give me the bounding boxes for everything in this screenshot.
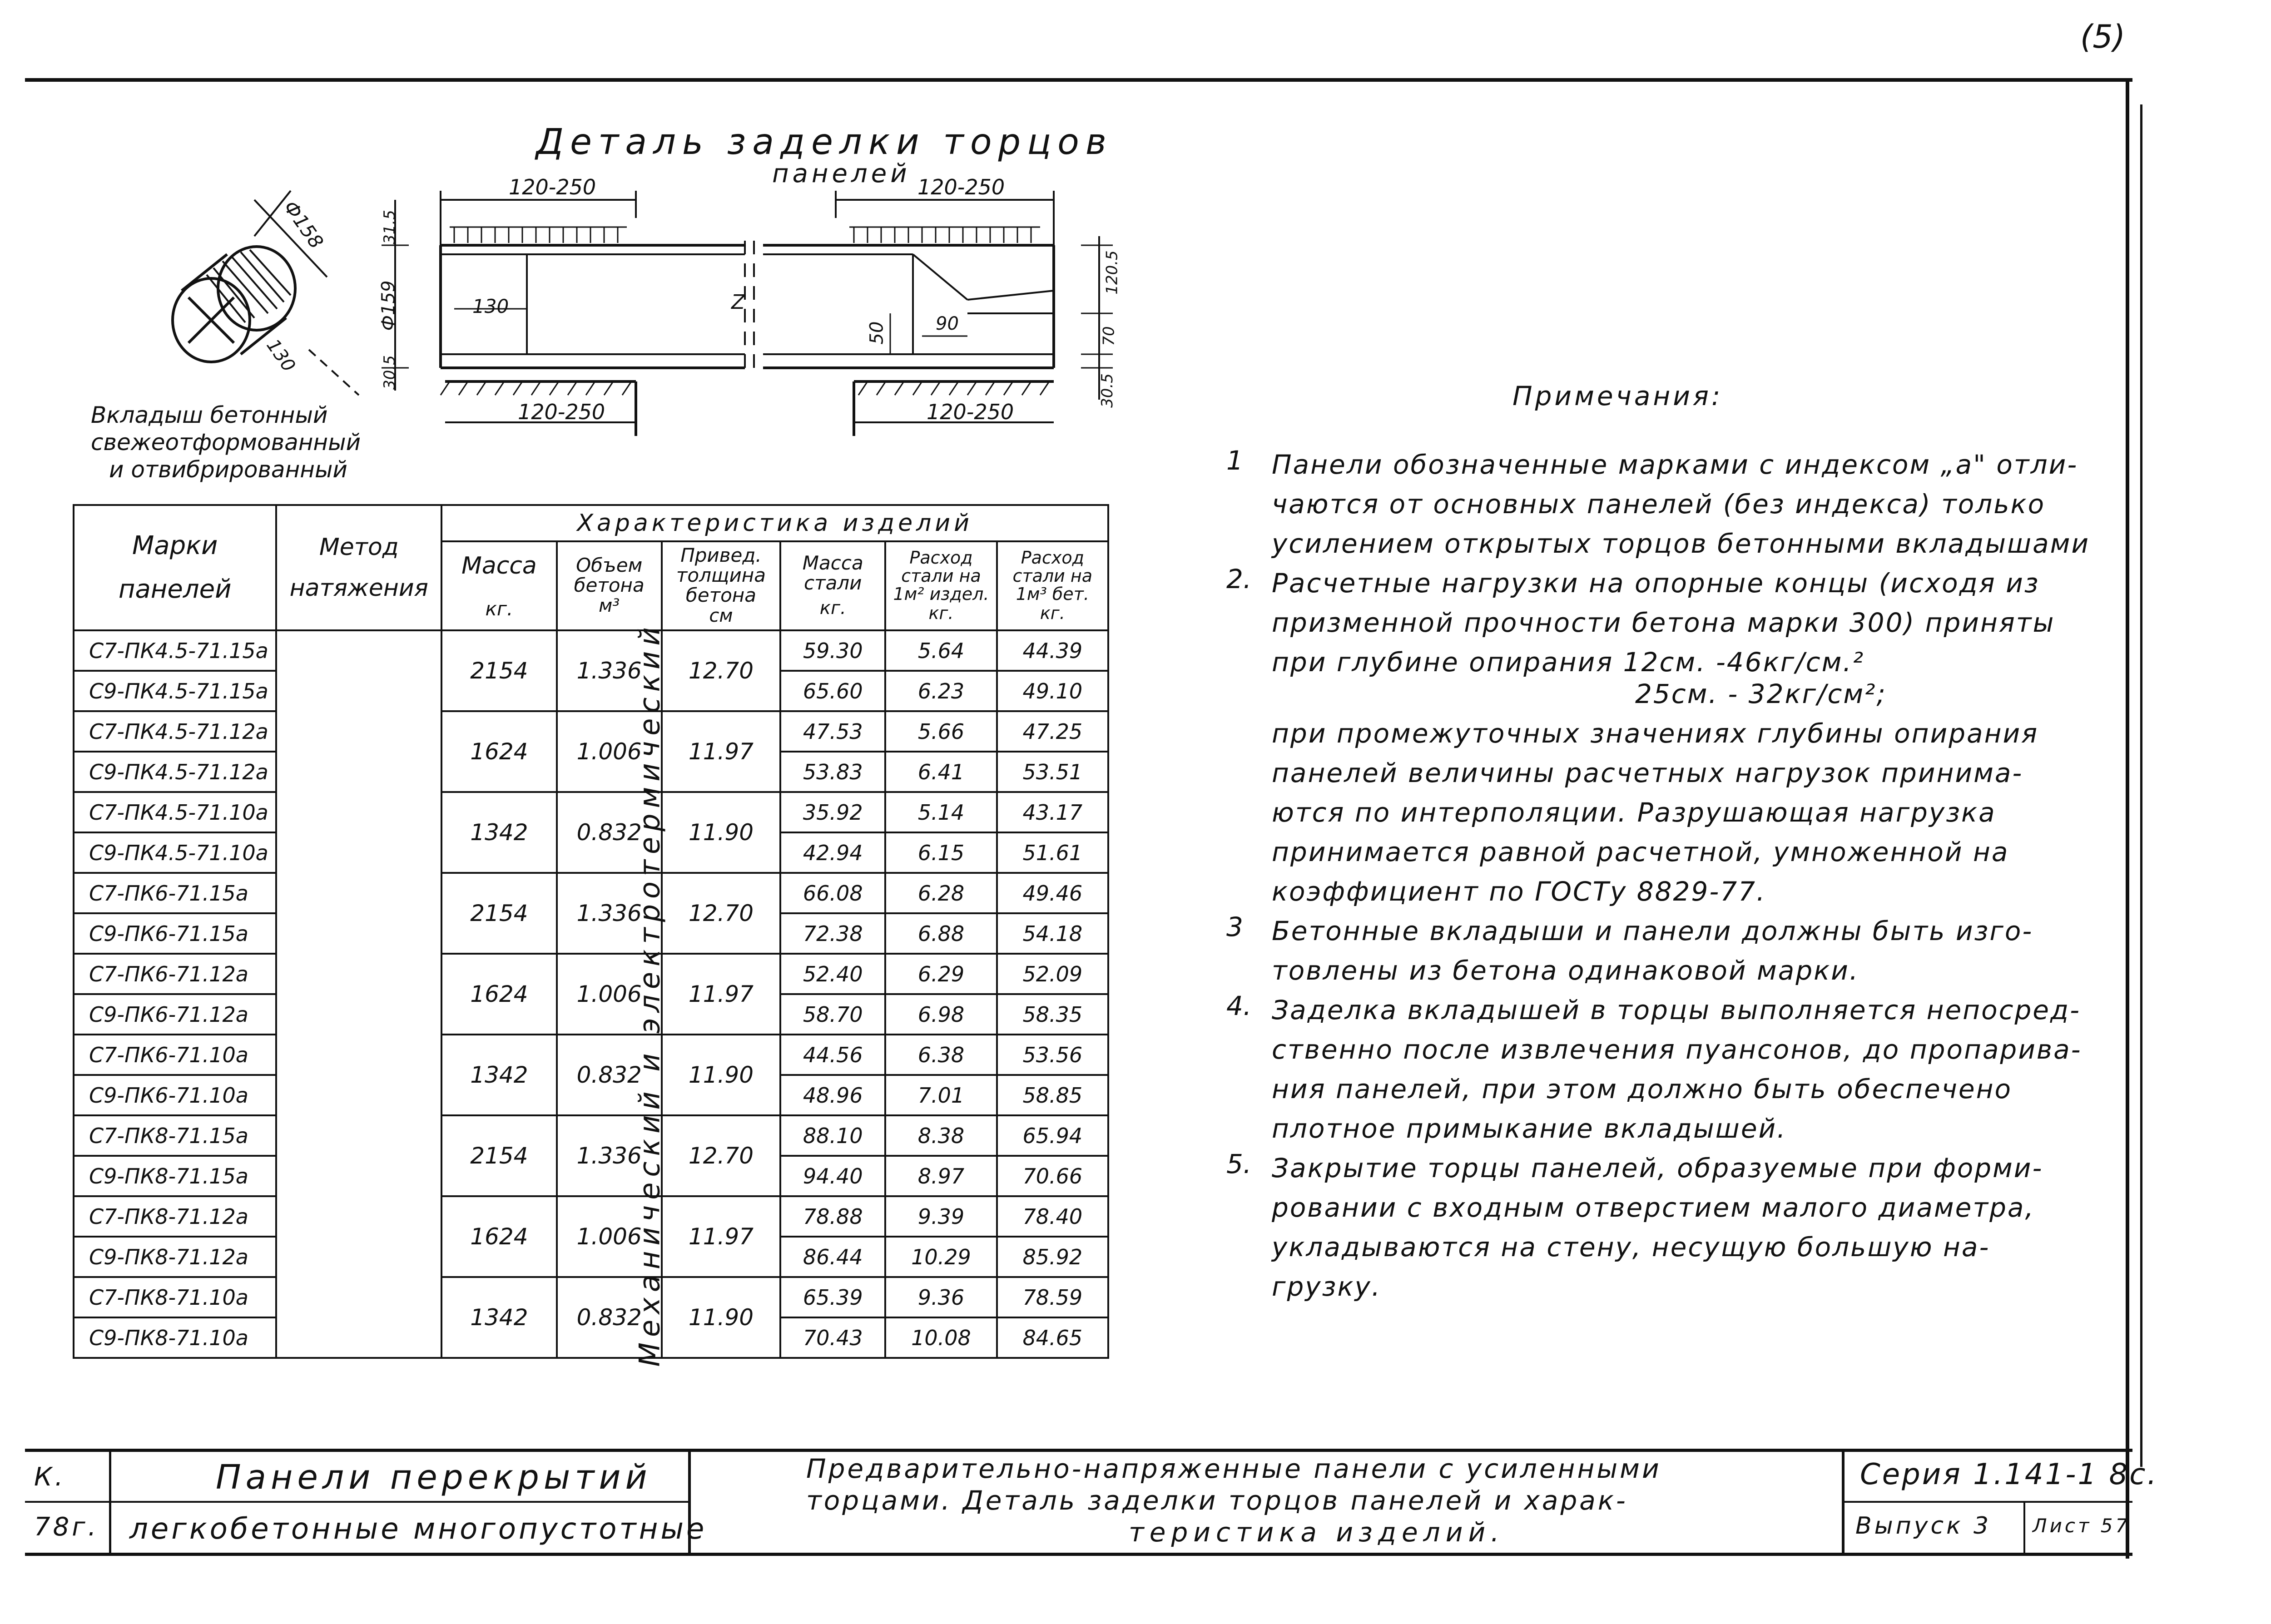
tb-left-bottom: 78г. [34, 1512, 99, 1542]
cell-thickness: 11.97 [662, 711, 780, 792]
note-line: Закрытие торцы панелей, образуемые при форми- [1272, 1153, 2043, 1183]
cell-volume: 1.336 [557, 630, 662, 711]
cell-mark: С9-ПК6-71.15а [74, 913, 276, 954]
insert-caption-3: и отвибрированный [109, 456, 347, 483]
cell-mark: С9-ПК6-71.12а [74, 994, 276, 1035]
cell-steel-m2: 6.88 [885, 913, 997, 954]
cell-steel-mass: 94.40 [780, 1156, 885, 1196]
cell-steel-m2: 6.29 [885, 954, 997, 994]
cell-steel-m2: 9.39 [885, 1196, 997, 1237]
cell-method: Механический и электротермический [276, 630, 441, 1358]
tb-desc-line2: торцами. Деталь заделки торцов панелей и харак- [806, 1485, 1628, 1516]
detail-title: Деталь заделки торцов [536, 122, 1113, 163]
dim-130-panel: 130 [472, 295, 509, 317]
cell-steel-mass: 88.10 [780, 1115, 885, 1156]
tb-name-line2: легкобетонные многопустотные [129, 1512, 707, 1546]
cell-thickness: 11.90 [662, 792, 780, 873]
cell-steel-m2: 8.97 [885, 1156, 997, 1196]
cell-mark: С9-ПК4.5-71.15а [74, 671, 276, 711]
detail-title-line2: панелей [772, 159, 911, 188]
cell-mass: 1624 [441, 711, 556, 792]
cell-volume: 1.336 [557, 1115, 662, 1196]
cell-steel-mass: 44.56 [780, 1035, 885, 1075]
cell-steel-m3: 51.61 [997, 832, 1108, 873]
table-row [74, 1196, 1108, 1237]
table-row [74, 873, 1108, 913]
table-row [74, 1277, 1108, 1317]
note-line: при промежуточных значениях глубины опирания [1272, 718, 2039, 749]
cell-steel-mass: 72.38 [780, 913, 885, 954]
dim-d159: Ф159 [378, 280, 399, 331]
cell-steel-m2: 8.38 [885, 1115, 997, 1156]
note-line: укладываются на стену, несущую большую на- [1272, 1232, 1990, 1263]
spec-table [73, 504, 1109, 1367]
cell-mass: 1342 [441, 792, 556, 873]
cell-thickness: 11.90 [662, 1035, 780, 1115]
cell-mass: 1624 [441, 1196, 556, 1277]
insert-caption-2: свежеотформованный [91, 429, 361, 456]
header-mass: Масса кг. [441, 541, 556, 630]
note-number: 4. [1226, 990, 1252, 1021]
cell-steel-mass: 78.88 [780, 1196, 885, 1237]
note-line: принимается равной расчетной, умноженной на [1272, 837, 2009, 867]
notes-heading: Примечания: [1512, 381, 1723, 411]
dim-130-insert: 130 [262, 335, 299, 376]
note-line: ния панелей, при этом должно быть обеспечено [1272, 1074, 2013, 1104]
cell-steel-mass: 86.44 [780, 1237, 885, 1277]
tb-desc-line1: Предварительно-напряженные панели с усиленными [806, 1453, 1661, 1484]
note-line: плотное примыкание вкладышей. [1272, 1113, 1787, 1144]
cell-mark: С7-ПК8-71.15а [74, 1115, 276, 1156]
header-method: Метод натяжения [276, 505, 441, 630]
note-line: товлены из бетона одинаковой марки. [1272, 955, 1859, 986]
cell-mark: С9-ПК4.5-71.10а [74, 832, 276, 873]
cell-steel-m3: 85.92 [997, 1237, 1108, 1277]
note-line: панелей величины расчетных нагрузок принима- [1272, 758, 2023, 788]
cell-mark: С7-ПК8-71.10а [74, 1277, 276, 1317]
cell-steel-m3: 54.18 [997, 913, 1108, 954]
note-line: усилением открытых торцов бетонными вкладышами [1272, 528, 2090, 559]
note-line: при глубине опирания 12см. -46кг/см.² [1272, 647, 1865, 678]
cell-steel-m3: 49.10 [997, 671, 1108, 711]
cell-steel-mass: 65.39 [780, 1277, 885, 1317]
cell-steel-m3: 52.09 [997, 954, 1108, 994]
header-steel-m3: Расход стали на 1м³ бет. кг. [997, 541, 1108, 630]
note-line: чаются от основных панелей (без индекса) только [1272, 489, 2046, 520]
note-line: Панели обозначенные марками с индексом „а" отли- [1272, 449, 2078, 480]
dim-top-left: 120-250 [509, 175, 596, 199]
header-group: Характеристика изделий [441, 505, 1108, 541]
header-thickness: Привед. толщина бетона см [662, 541, 780, 630]
dim-bottom-left: 120-250 [518, 400, 605, 424]
cell-mass: 1342 [441, 1277, 556, 1358]
cell-thickness: 12.70 [662, 873, 780, 954]
table-row [74, 1115, 1108, 1156]
cell-steel-m3: 44.39 [997, 630, 1108, 671]
cell-mark: С9-ПК8-71.12а [74, 1237, 276, 1277]
cell-mark: С9-ПК4.5-71.12а [74, 752, 276, 792]
note-line: призменной прочности бетона марки 300) приняты [1272, 607, 2055, 638]
cell-steel-m2: 6.98 [885, 994, 997, 1035]
note-line: Расчетные нагрузки на опорные концы (исходя из [1272, 568, 2040, 599]
tb-left-top: К. [34, 1462, 66, 1492]
break-mark-label: Z [731, 291, 745, 314]
tb-desc-line3: теристика изделий. [1129, 1517, 1505, 1548]
cell-steel-m3: 47.25 [997, 711, 1108, 752]
note-line: ственно после извлечения пуансонов, до пропарива- [1272, 1034, 2082, 1065]
table-row [74, 711, 1108, 752]
cell-steel-mass: 48.96 [780, 1075, 885, 1115]
tb-issue: Выпуск 3 [1855, 1512, 1992, 1540]
note-number: 3 [1226, 911, 1243, 942]
frame-right-line [2126, 78, 2129, 1559]
cell-mark: С9-ПК6-71.10а [74, 1075, 276, 1115]
table-row [74, 954, 1108, 994]
dim-30-5-left: 30.5 [380, 355, 399, 390]
frame-right-inner-line [2140, 104, 2142, 1467]
cell-steel-mass: 66.08 [780, 873, 885, 913]
note-line: 25см. - 32кг/см²; [1635, 678, 1887, 709]
cell-steel-m2: 6.38 [885, 1035, 997, 1075]
cell-steel-m3: 53.56 [997, 1035, 1108, 1075]
cell-volume: 0.832 [557, 1035, 662, 1115]
cell-steel-m3: 53.51 [997, 752, 1108, 792]
cell-steel-m2: 6.28 [885, 873, 997, 913]
cell-mass: 2154 [441, 630, 556, 711]
cell-steel-mass: 70.43 [780, 1317, 885, 1358]
note-number: 2. [1226, 564, 1252, 594]
cell-mark: С7-ПК8-71.12а [74, 1196, 276, 1237]
cell-mark: С7-ПК6-71.10а [74, 1035, 276, 1075]
cell-mark: С7-ПК6-71.12а [74, 954, 276, 994]
cell-steel-m2: 9.36 [885, 1277, 997, 1317]
title-block [25, 1449, 2158, 1556]
dim-31-5: 31.5 [380, 210, 399, 244]
cell-steel-m3: 78.40 [997, 1196, 1108, 1237]
cell-volume: 1.006 [557, 711, 662, 792]
cell-steel-m3: 65.94 [997, 1115, 1108, 1156]
cell-mark: С9-ПК8-71.15а [74, 1156, 276, 1196]
dim-d158: Ф158 [279, 196, 328, 253]
note-number: 5. [1226, 1149, 1252, 1179]
tb-series: Серия 1.141-1 8с. [1860, 1458, 2158, 1491]
cell-volume: 1.336 [557, 873, 662, 954]
cell-mass: 2154 [441, 873, 556, 954]
note-line: ются по интерполяции. Разрушающая нагрузка [1272, 797, 1996, 828]
cell-steel-mass: 42.94 [780, 832, 885, 873]
cell-thickness: 11.97 [662, 954, 780, 1035]
cell-steel-m2: 10.29 [885, 1237, 997, 1277]
cell-steel-m3: 70.66 [997, 1156, 1108, 1196]
cell-steel-m3: 58.85 [997, 1075, 1108, 1115]
cell-volume: 1.006 [557, 1196, 662, 1277]
dim-bottom-right: 120-250 [927, 400, 1014, 424]
table-row [74, 630, 1108, 671]
cell-volume: 1.006 [557, 954, 662, 1035]
note-line: ровании с входным отверстием малого диаметра, [1272, 1192, 2035, 1223]
cell-steel-m2: 5.14 [885, 792, 997, 832]
insert-caption-1: Вкладыш бетонный [91, 402, 328, 428]
note-line: коэффициент по ГОСТу 8829-77. [1272, 876, 1766, 907]
cell-steel-m2: 5.64 [885, 630, 997, 671]
header-steel-m2: Расход стали на 1м² издел. кг. [885, 541, 997, 630]
cell-steel-m2: 6.15 [885, 832, 997, 873]
cell-steel-mass: 59.30 [780, 630, 885, 671]
cell-steel-mass: 52.40 [780, 954, 885, 994]
cell-mass: 2154 [441, 1115, 556, 1196]
cell-thickness: 12.70 [662, 630, 780, 711]
note-number: 1 [1226, 445, 1243, 476]
cell-steel-m3: 43.17 [997, 792, 1108, 832]
cell-steel-mass: 58.70 [780, 994, 885, 1035]
cell-mark: С7-ПК4.5-71.15а [74, 630, 276, 671]
cell-steel-m3: 78.59 [997, 1277, 1108, 1317]
dim-top-right: 120-250 [917, 175, 1005, 199]
dim-50: 50 [866, 321, 888, 345]
cell-steel-m2: 10.08 [885, 1317, 997, 1358]
cell-steel-mass: 65.60 [780, 671, 885, 711]
tb-name-line1: Панели перекрытий [216, 1458, 652, 1497]
table-row [74, 792, 1108, 832]
cell-mark: С7-ПК4.5-71.12а [74, 711, 276, 752]
cell-thickness: 11.97 [662, 1196, 780, 1277]
dim-30-5-right: 30.5 [1098, 373, 1116, 408]
cell-mark: С7-ПК4.5-71.10а [74, 792, 276, 832]
cell-mass: 1342 [441, 1035, 556, 1115]
header-volume: Объем бетона м³ [557, 541, 662, 630]
header-steel-mass: Масса стали кг. [780, 541, 885, 630]
note-line: грузку. [1272, 1271, 1382, 1302]
table-row [74, 1035, 1108, 1075]
cell-steel-mass: 53.83 [780, 752, 885, 792]
cell-thickness: 11.90 [662, 1277, 780, 1358]
dim-120-5: 120.5 [1103, 250, 1121, 295]
cell-steel-m2: 5.66 [885, 711, 997, 752]
cell-mark: С7-ПК6-71.15а [74, 873, 276, 913]
cell-steel-m3: 49.46 [997, 873, 1108, 913]
note-line: Бетонные вкладыши и панели должны быть изго- [1272, 916, 2033, 946]
cell-steel-m3: 58.35 [997, 994, 1108, 1035]
cell-volume: 0.832 [557, 1277, 662, 1358]
cell-volume: 0.832 [557, 792, 662, 873]
corner-mark: (5) [2080, 18, 2126, 55]
cell-mass: 1624 [441, 954, 556, 1035]
cell-thickness: 12.70 [662, 1115, 780, 1196]
cell-steel-mass: 47.53 [780, 711, 885, 752]
cell-mark: С9-ПК8-71.10а [74, 1317, 276, 1358]
cell-steel-mass: 35.92 [780, 792, 885, 832]
cell-steel-m2: 7.01 [885, 1075, 997, 1115]
tb-sheet: Лист 57 [2033, 1515, 2131, 1537]
cell-steel-m2: 6.41 [885, 752, 997, 792]
cell-steel-m3: 84.65 [997, 1317, 1108, 1358]
header-marks: Марки панелей [74, 505, 276, 630]
note-line: Заделка вкладышей в торцы выполняется непосред- [1272, 995, 2081, 1025]
dim-70: 70 [1100, 326, 1118, 346]
cell-steel-m2: 6.23 [885, 671, 997, 711]
dim-90: 90 [936, 313, 959, 334]
